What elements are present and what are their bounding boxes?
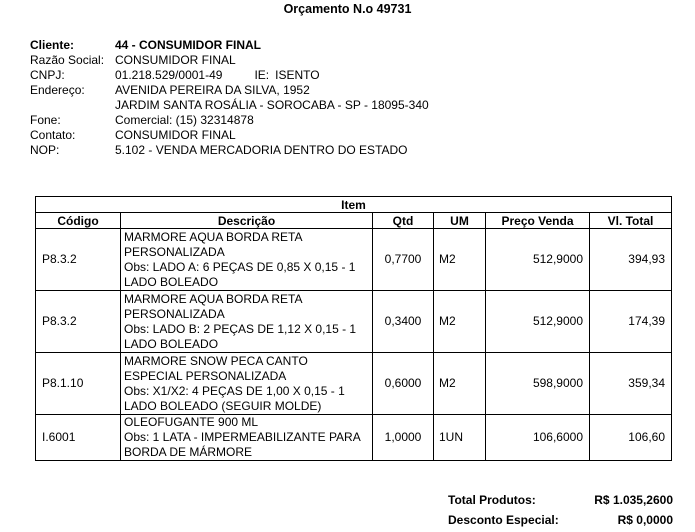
cell-codigo: P8.3.2	[36, 229, 121, 291]
client-value: 44 - CONSUMIDOR FINAL	[115, 38, 262, 52]
cell-descricao	[121, 353, 373, 415]
table-row	[36, 415, 672, 461]
item-obs: Obs: X1/X2: 4 PEÇAS DE 1,00 X 0,15 - 1 LADO BOLEADO (SEGUIR MOLDE)	[124, 383, 345, 413]
cell-um: M2	[434, 353, 486, 415]
contato-value: CONSUMIDOR FINAL	[115, 128, 236, 142]
nop-label: NOP:	[30, 143, 60, 157]
cell-preco: 598,9000	[486, 353, 590, 415]
cell-qtd: 0,3400	[373, 291, 434, 353]
table-row	[36, 291, 672, 353]
item-description: MARMORE AQUA BORDA RETA PERSONALIZADA	[124, 291, 302, 321]
table-row	[36, 353, 672, 415]
razao-value: CONSUMIDOR FINAL	[115, 53, 236, 67]
table-header-row	[36, 213, 672, 229]
cell-um: 1UN	[434, 415, 486, 461]
item-obs: Obs: LADO B: 2 PEÇAS DE 1,12 X 0,15 - 1 LADO BOLEADO	[124, 321, 357, 351]
cnpj-ie-values	[115, 68, 320, 83]
cell-preco: 512,9000	[486, 229, 590, 291]
cell-preco: 512,9000	[486, 291, 590, 353]
item-description: MARMORE SNOW PECA CANTO ESPECIAL PERSONALIZADA	[124, 353, 308, 383]
item-obs: Obs: LADO A: 6 PEÇAS DE 0,85 X 0,15 - 1 LADO BOLEADO	[124, 259, 356, 289]
table-row	[36, 229, 672, 291]
cell-qtd: 1,0000	[373, 415, 434, 461]
desconto-row	[448, 512, 673, 532]
contato-label: Contato:	[30, 128, 76, 142]
total-produtos-row	[448, 492, 673, 512]
cnpj-value: 01.218.529/0001-49	[115, 68, 223, 82]
cnpj-label: CNPJ:	[30, 68, 65, 82]
table-group-header-row	[36, 197, 672, 213]
items-group-header: Item	[36, 197, 672, 213]
total-produtos-value: R$ 1.035,2600	[594, 493, 673, 507]
header-descricao: Descrição	[121, 213, 373, 229]
cell-descricao	[121, 415, 373, 461]
cell-um: M2	[434, 291, 486, 353]
ie-label: IE:	[254, 68, 270, 82]
desconto-label: Desconto Especial:	[448, 513, 559, 527]
cell-total: 174,39	[590, 291, 672, 353]
client-label: Cliente:	[30, 38, 75, 52]
cell-codigo: P8.1.10	[36, 353, 121, 415]
razao-label: Razão Social:	[30, 53, 105, 67]
header-um: UM	[434, 213, 486, 229]
endereco-label: Endereço:	[30, 83, 85, 97]
nop-value: 5.102 - VENDA MERCADORIA DENTRO DO ESTADO	[115, 143, 408, 157]
cell-codigo: P8.3.2	[36, 291, 121, 353]
header-qtd: Qtd	[373, 213, 434, 229]
item-description: OLEOFUGANTE 900 ML	[124, 415, 259, 429]
totals-section	[448, 492, 673, 532]
header-total: Vl. Total	[590, 213, 672, 229]
cell-qtd: 0,6000	[373, 353, 434, 415]
cell-descricao	[121, 229, 373, 291]
endereco-line1: AVENIDA PEREIRA DA SILVA, 1952	[115, 83, 310, 97]
cell-descricao	[121, 291, 373, 353]
fone-label: Fone:	[30, 113, 61, 127]
total-produtos-label: Total Produtos:	[448, 493, 536, 507]
cell-codigo: I.6001	[36, 415, 121, 461]
cell-preco: 106,6000	[486, 415, 590, 461]
endereco-line2: JARDIM SANTA ROSÁLIA - SOROCABA - SP - 18095-340	[115, 98, 429, 112]
cell-total: 359,34	[590, 353, 672, 415]
cell-total: 106,60	[590, 415, 672, 461]
items-table	[35, 196, 672, 461]
desconto-value: R$ 0,0000	[617, 513, 673, 527]
cell-qtd: 0,7700	[373, 229, 434, 291]
cell-um: M2	[434, 229, 486, 291]
ie-value: ISENTO	[275, 68, 320, 82]
cell-total: 394,93	[590, 229, 672, 291]
fone-value: Comercial: (15) 32314878	[115, 113, 254, 127]
document-title: Orçamento N.o 49731	[283, 2, 412, 16]
item-obs: Obs: 1 LATA - IMPERMEABILIZANTE PARA BORDA DE MÁRMORE	[124, 430, 361, 459]
item-description: MARMORE AQUA BORDA RETA PERSONALIZADA	[124, 229, 302, 259]
header-preco: Preço Venda	[486, 213, 590, 229]
header-codigo: Código	[36, 213, 121, 229]
